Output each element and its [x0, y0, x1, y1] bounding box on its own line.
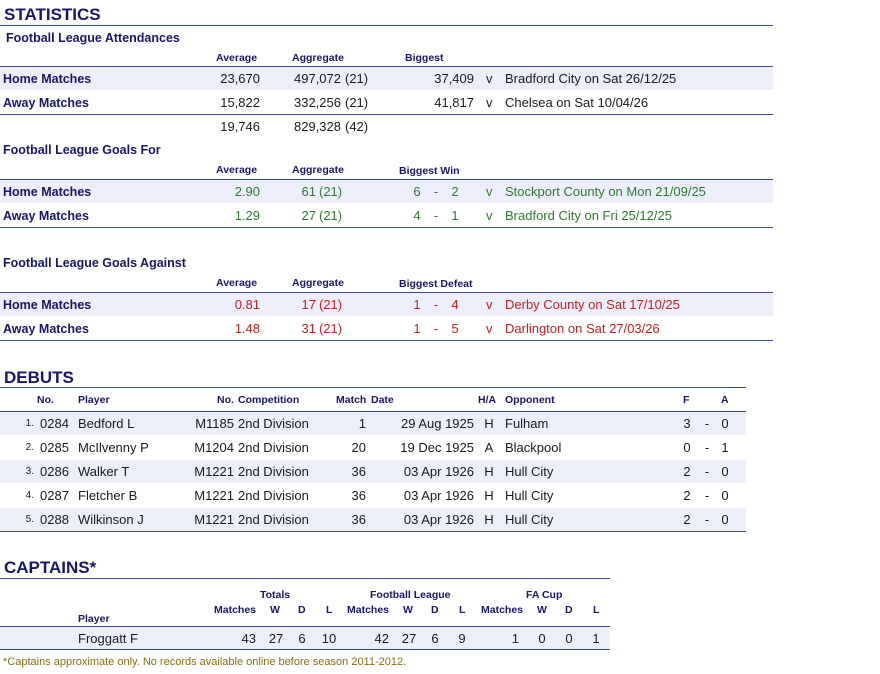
- debut-date: 03 Apr 1926: [403, 488, 474, 503]
- debut-index: 4.: [25, 490, 34, 501]
- att-home-v: v: [486, 71, 493, 86]
- debut-date: 29 Aug 1925: [400, 416, 474, 431]
- debut-a: 0: [721, 512, 729, 527]
- col-aggregate: Aggregate: [292, 52, 344, 64]
- ga-home-score1: 1: [413, 297, 421, 312]
- captain-totals-w: 27: [268, 631, 284, 646]
- debut-no: 0286: [40, 464, 69, 479]
- ga-away-v: v: [486, 321, 493, 336]
- gf-home-average: 2.90: [234, 184, 260, 199]
- debut-match: 36: [351, 512, 366, 527]
- ga-home-label: Home Matches: [3, 298, 92, 312]
- col-player: Player: [78, 613, 110, 625]
- col-biggest: Biggest: [405, 52, 444, 64]
- debut-player: McIlvenny P: [78, 440, 149, 455]
- ga-away-detail: Darlington on Sat 27/03/26: [505, 321, 660, 336]
- debut-f: 3: [683, 416, 691, 431]
- captain-player: Froggatt F: [78, 631, 138, 646]
- debut-f: 2: [683, 512, 691, 527]
- debut-index: 5.: [25, 514, 34, 525]
- goals-against-title: Football League Goals Against: [3, 256, 186, 270]
- debut-player: Fletcher B: [78, 488, 138, 503]
- att-away-v: v: [486, 95, 493, 110]
- debut-ha: H: [484, 464, 494, 479]
- att-away-aggregate: 332,256: [294, 95, 341, 110]
- col-f: F: [683, 394, 690, 406]
- col-competition: Competition: [238, 394, 300, 406]
- debut-player: Walker T: [78, 464, 130, 479]
- debut-match: 36: [351, 464, 366, 479]
- debut-opponent: Hull City: [505, 488, 554, 503]
- divider: [0, 578, 610, 579]
- gf-home-aggregate: 61: [301, 184, 316, 199]
- debut-competition: 2nd Division: [238, 512, 309, 527]
- col-fl-d: D: [431, 604, 439, 616]
- ga-home-average: 0.81: [234, 297, 260, 312]
- ga-away-dash: -: [433, 321, 439, 336]
- debut-match: 1: [358, 416, 366, 431]
- col-no: No.: [37, 394, 54, 406]
- att-away-games: (21): [345, 95, 369, 110]
- debut-dash: -: [704, 488, 710, 503]
- captains-footnote: *Captains approximate only. No records available online before season 2011-2012.: [3, 656, 407, 668]
- captain-totals-matches: 43: [241, 631, 256, 646]
- group-fa-cup: FA Cup: [526, 589, 563, 601]
- debut-dash: -: [704, 440, 710, 455]
- debut-date: 03 Apr 1926: [403, 512, 474, 527]
- captain-fa-d: 0: [565, 631, 573, 646]
- col-fl-l: L: [459, 604, 466, 616]
- debut-no: 0284: [40, 416, 69, 431]
- gf-home-detail: Stockport County on Mon 21/09/25: [505, 184, 706, 199]
- captain-fa-matches: 1: [511, 631, 519, 646]
- gf-home-score1: 6: [413, 184, 421, 199]
- col-fa-l: L: [593, 604, 600, 616]
- att-total-average: 19,746: [220, 119, 260, 134]
- debut-match-code: M1221: [194, 512, 234, 527]
- goals-for-title: Football League Goals For: [3, 143, 161, 157]
- col-match: Match: [336, 394, 367, 406]
- col-biggest-defeat: Biggest Defeat: [399, 278, 473, 290]
- debut-match-code: M1221: [194, 488, 234, 503]
- debut-no: 0285: [40, 440, 69, 455]
- debut-match-code: M1185: [195, 416, 234, 431]
- group-football-league: Football League: [370, 589, 451, 601]
- debut-ha: A: [484, 440, 494, 455]
- debut-no: 0287: [40, 488, 69, 503]
- ga-home-v: v: [486, 297, 493, 312]
- att-home-label: Home Matches: [3, 72, 92, 86]
- ga-home-games: (21): [319, 297, 343, 312]
- debut-competition: 2nd Division: [238, 416, 309, 431]
- debut-player: Wilkinson J: [78, 512, 144, 527]
- divider: [0, 25, 773, 26]
- debut-dash: -: [704, 464, 710, 479]
- att-away-biggest: 41,817: [434, 95, 474, 110]
- att-away-label: Away Matches: [3, 96, 89, 110]
- col-opponent: Opponent: [505, 394, 555, 406]
- att-total-aggregate: 829,328: [294, 119, 341, 134]
- col-fl-matches: Matches: [347, 604, 390, 616]
- gf-away-v: v: [486, 208, 493, 223]
- captain-fl-l: 9: [458, 631, 466, 646]
- debut-f: 2: [683, 464, 691, 479]
- debut-opponent: Blackpool: [505, 440, 562, 455]
- att-home-biggest: 37,409: [434, 71, 474, 86]
- debut-competition: 2nd Division: [238, 464, 309, 479]
- debut-index: 2.: [25, 442, 34, 453]
- debut-dash: -: [704, 416, 710, 431]
- gf-away-score2: 1: [451, 208, 459, 223]
- debut-match-code: M1204: [194, 440, 234, 455]
- col-ha: H/A: [478, 394, 497, 406]
- captain-totals-l: 10: [321, 631, 337, 646]
- col-fl-w: W: [403, 604, 413, 616]
- debut-opponent: Hull City: [505, 464, 554, 479]
- divider: [0, 531, 746, 532]
- divider: [0, 114, 773, 115]
- col-fa-w: W: [537, 604, 547, 616]
- col-date: Date: [371, 394, 394, 406]
- group-totals: Totals: [260, 589, 291, 601]
- col-average: Average: [216, 164, 258, 176]
- divider: [0, 649, 610, 650]
- divider: [0, 340, 773, 341]
- col-average: Average: [216, 277, 258, 289]
- ga-away-score2: 5: [451, 321, 459, 336]
- col-average: Average: [216, 52, 258, 64]
- gf-away-average: 1.29: [234, 208, 260, 223]
- debut-ha: H: [484, 512, 494, 527]
- captain-fa-l: 1: [592, 631, 600, 646]
- attendances-title: Football League Attendances: [6, 31, 180, 45]
- debut-f: 2: [683, 488, 691, 503]
- gf-home-label: Home Matches: [3, 185, 92, 199]
- att-total-games: (42): [345, 119, 369, 134]
- debut-index: 3.: [25, 466, 34, 477]
- debut-opponent: Hull City: [505, 512, 554, 527]
- col-player: Player: [78, 394, 110, 406]
- debut-match-code: M1221: [194, 464, 234, 479]
- col-match-no: No.: [217, 394, 234, 406]
- ga-away-average: 1.48: [234, 321, 260, 336]
- debut-ha: H: [484, 416, 494, 431]
- gf-away-score1: 4: [413, 208, 421, 223]
- att-home-games: (21): [345, 71, 369, 86]
- debut-date: 19 Dec 1925: [400, 440, 474, 455]
- gf-away-detail: Bradford City on Fri 25/12/25: [505, 208, 672, 223]
- statistics-title: STATISTICS: [4, 5, 101, 24]
- debut-no: 0288: [40, 512, 69, 527]
- att-away-average: 15,822: [220, 95, 260, 110]
- debut-f: 0: [683, 440, 691, 455]
- debut-match: 36: [351, 488, 366, 503]
- debut-competition: 2nd Division: [238, 440, 309, 455]
- att-home-average: 23,670: [220, 71, 260, 86]
- divider: [0, 227, 773, 228]
- att-home-detail: Bradford City on Sat 26/12/25: [505, 71, 677, 86]
- gf-away-label: Away Matches: [3, 209, 89, 223]
- ga-home-dash: -: [433, 297, 439, 312]
- ga-away-games: (21): [319, 321, 343, 336]
- col-totals-d: D: [298, 604, 306, 616]
- col-aggregate: Aggregate: [292, 277, 344, 289]
- col-fa-d: D: [565, 604, 573, 616]
- gf-home-v: v: [486, 184, 493, 199]
- captains-title: CAPTAINS*: [4, 558, 97, 577]
- debut-a: 0: [721, 488, 729, 503]
- col-biggest-win: Biggest Win: [399, 165, 460, 177]
- captain-totals-d: 6: [298, 631, 306, 646]
- gf-away-dash: -: [433, 208, 439, 223]
- att-away-detail: Chelsea on Sat 10/04/26: [505, 95, 649, 110]
- captain-fa-w: 0: [538, 631, 546, 646]
- col-totals-l: L: [326, 604, 333, 616]
- att-home-aggregate: 497,072: [294, 71, 341, 86]
- debut-dash: -: [704, 512, 710, 527]
- col-a: A: [721, 394, 729, 406]
- captain-fl-w: 27: [401, 631, 417, 646]
- debut-a: 1: [721, 440, 729, 455]
- debuts-title: DEBUTS: [4, 368, 74, 387]
- gf-home-dash: -: [433, 184, 439, 199]
- gf-home-score2: 2: [451, 184, 459, 199]
- col-totals-w: W: [270, 604, 280, 616]
- ga-away-score1: 1: [413, 321, 421, 336]
- gf-away-aggregate: 27: [301, 208, 316, 223]
- debut-index: 1.: [25, 418, 34, 429]
- debut-a: 0: [721, 464, 729, 479]
- captain-fl-d: 6: [431, 631, 439, 646]
- debut-match: 20: [351, 440, 366, 455]
- gf-away-games: (21): [319, 208, 343, 223]
- ga-home-detail: Derby County on Sat 17/10/25: [505, 297, 680, 312]
- debut-opponent: Fulham: [505, 416, 549, 431]
- gf-home-games: (21): [319, 184, 343, 199]
- col-aggregate: Aggregate: [292, 164, 344, 176]
- debut-player: Bedford L: [78, 416, 135, 431]
- debut-ha: H: [484, 488, 494, 503]
- debut-competition: 2nd Division: [238, 488, 309, 503]
- col-totals-matches: Matches: [214, 604, 257, 616]
- ga-home-aggregate: 17: [301, 297, 316, 312]
- col-fa-matches: Matches: [481, 604, 524, 616]
- ga-home-score2: 4: [451, 297, 459, 312]
- debut-date: 03 Apr 1926: [403, 464, 474, 479]
- captain-fl-matches: 42: [374, 631, 389, 646]
- ga-away-aggregate: 31: [301, 321, 316, 336]
- debut-a: 0: [721, 416, 729, 431]
- divider: [0, 387, 746, 388]
- ga-away-label: Away Matches: [3, 322, 89, 336]
